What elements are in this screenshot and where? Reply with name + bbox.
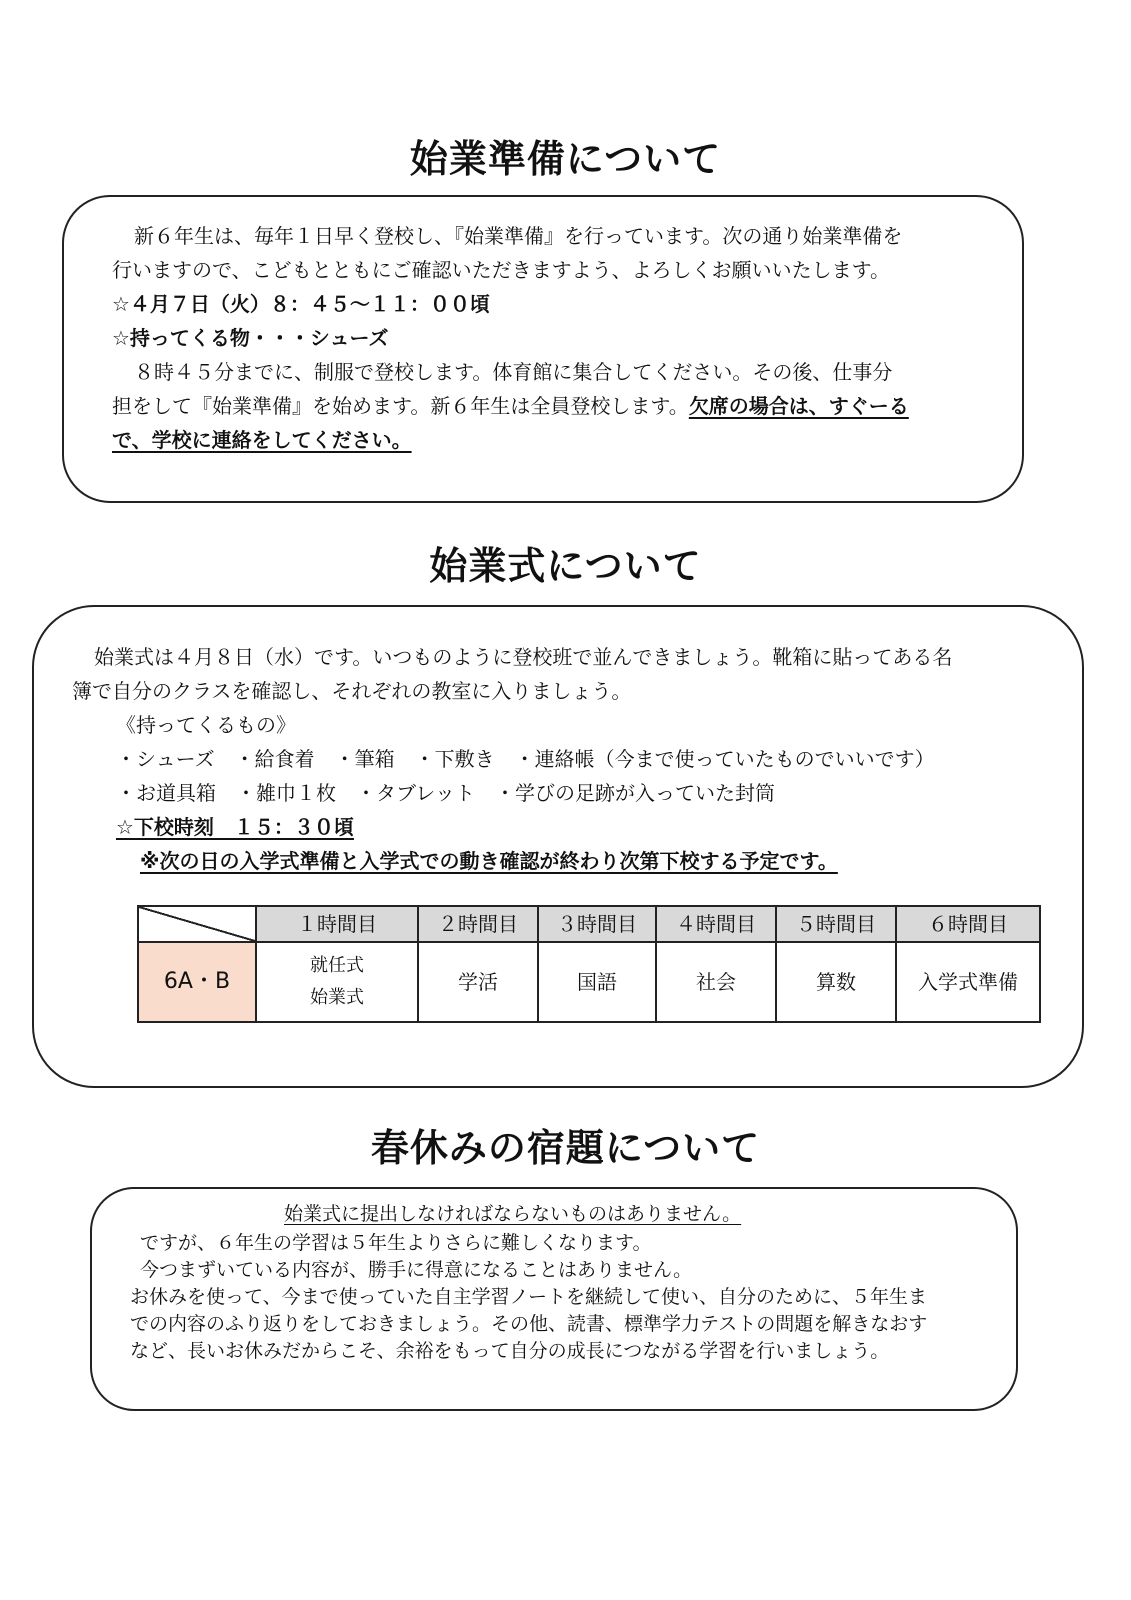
- section3-box: [90, 1187, 1018, 1411]
- schedule-row: [138, 942, 1040, 1022]
- section1-line: 行いますので、こどもとともにご確認いただきますよう、よろしくお願いいたします。: [112, 258, 890, 282]
- subject-text: 始業式: [310, 987, 364, 1008]
- section3-line: お休みを使って、今まで使っていた自主学習ノートを継続して使い、自分のために、５年生ま: [130, 1286, 928, 1308]
- section2-box: [32, 605, 1084, 1088]
- period-header: ５時間目: [776, 906, 896, 942]
- section1-box: [62, 195, 1024, 503]
- section1-line: [112, 389, 1022, 423]
- section2-title: 始業式について: [429, 544, 702, 588]
- dismissal-time: ☆下校時刻 １５：３０頃: [116, 815, 354, 839]
- period-header: ４時間目: [656, 906, 776, 942]
- period-header: １時間目: [256, 906, 418, 942]
- absence-notice-cont: で、学校に連絡をしてください。: [112, 428, 412, 452]
- subject-cell: 学活: [418, 942, 538, 1022]
- subject-cell: 算数: [776, 942, 896, 1022]
- subject-cell: 国語: [538, 942, 656, 1022]
- schedule-header-row: [138, 906, 1040, 942]
- class-label: 6A・B: [138, 942, 256, 1022]
- section3-line: 今つまずいている内容が、勝手に得意になることはありません。: [140, 1259, 693, 1281]
- section3-line: など、長いお休みだからこそ、余裕をもって自分の成長につながる学習を行いましょう。: [130, 1340, 890, 1362]
- diagonal-cell: [138, 906, 256, 942]
- period-header: ６時間目: [896, 906, 1040, 942]
- date-line: ☆４月７日（火）８：４５～１１：００頃: [112, 292, 490, 316]
- section1-line: 新６年生は、毎年１日早く登校し、『始業準備』を行っています。次の通り始業準備を: [134, 224, 903, 248]
- subject-cell: 社会: [656, 942, 776, 1022]
- subject-text: 就任式: [310, 955, 364, 976]
- section3-line: ですが、６年生の学習は５年生よりさらに難しくなります。: [140, 1232, 652, 1254]
- section1-title: 始業準備について: [409, 137, 722, 181]
- schedule-table: [137, 905, 1041, 1023]
- absence-notice: 欠席の場合は、すぐーる: [688, 394, 909, 418]
- items-list: ・シューズ ・給食着 ・筆箱 ・下敷き ・連絡帳（今まで使っていたものでいいです）: [116, 747, 935, 771]
- items-line: ☆持ってくる物・・・シューズ: [112, 326, 389, 350]
- section2-line: 始業式は４月８日（水）です。いつものように登校班で並んできましょう。靴箱に貼ってある名: [94, 645, 953, 669]
- section2-line: 簿で自分のクラスを確認し、それぞれの教室に入りましょう。: [72, 679, 632, 703]
- homework-notice: 始業式に提出しなければならないものはありません。: [284, 1203, 742, 1225]
- period-header: ３時間目: [538, 906, 656, 942]
- section1-text: 担をして『始業準備』を始めます。新６年生は全員登校します。: [112, 394, 689, 418]
- period-header: ２時間目: [418, 906, 538, 942]
- dismissal-note: ※次の日の入学式準備と入学式での動き確認が終わり次第下校する予定です。: [140, 849, 838, 873]
- section3-line: での内容のふり返りをしておきましょう。その他、読書、標準学力テストの問題を解きなおす: [130, 1313, 928, 1335]
- subject-cell: 入学式準備: [896, 942, 1040, 1022]
- section1-line: ８時４５分までに、制服で登校します。体育館に集合してください。その後、仕事分: [134, 360, 893, 384]
- items-heading: 《持ってくるもの》: [116, 713, 296, 737]
- items-list: ・お道具箱 ・雑巾１枚 ・タブレット ・学びの足跡が入っていた封筒: [116, 781, 775, 805]
- section3-title: 春休みの宿題について: [370, 1126, 761, 1170]
- subject-cell: [256, 942, 418, 1022]
